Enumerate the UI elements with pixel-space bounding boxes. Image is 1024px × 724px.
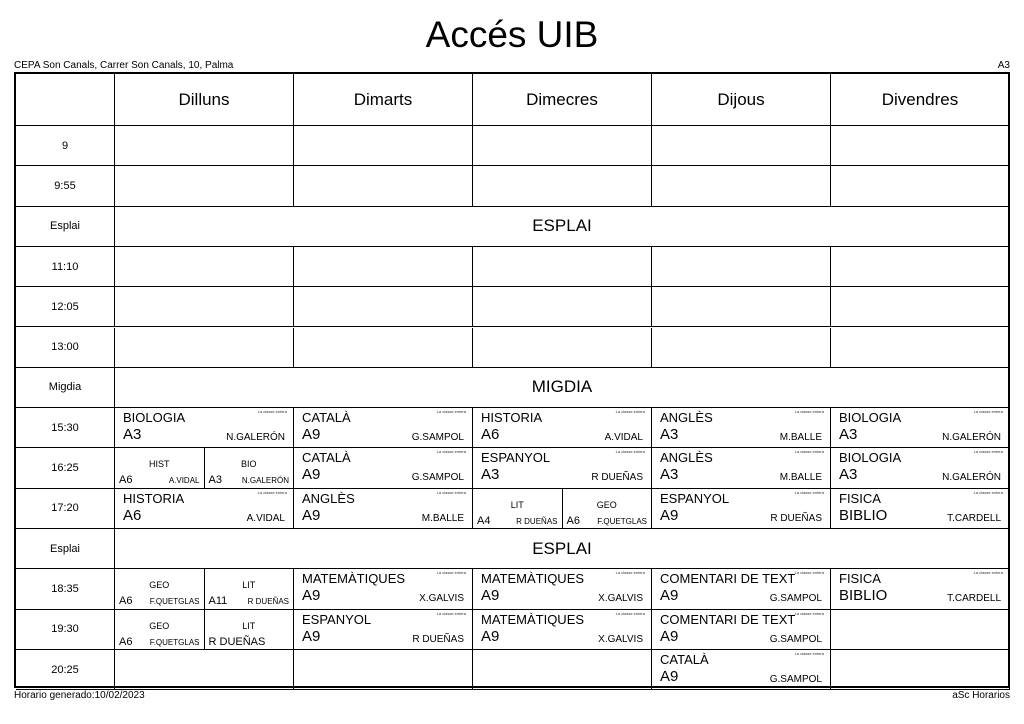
lesson-card[interactable] [294, 569, 473, 609]
whole-class-note: La classe entera [794, 570, 824, 576]
half-group-lesson[interactable] [115, 569, 205, 609]
lesson-room: A3 [123, 426, 142, 444]
lesson-room: BIBLIO [839, 506, 888, 524]
lesson-room: A11 [208, 595, 228, 608]
software-credit: aSc Horarios [952, 690, 1010, 701]
lesson-subject: ANGLÈS [660, 450, 713, 466]
lesson-subject: LIT [242, 620, 256, 631]
whole-class-note: La classe entera [257, 489, 287, 495]
lesson-teacher: F.QUETGLAS [149, 597, 200, 607]
lesson-teacher: A.VIDAL [604, 432, 643, 444]
time-slot-label: 11:10 [16, 247, 115, 287]
time-slot-label: 19:30 [16, 610, 115, 650]
lesson-room: A9 [302, 627, 321, 645]
whole-class-note: La classe entera [615, 570, 645, 576]
lesson-teacher: N.GALERÓN [942, 432, 1001, 444]
lesson-card[interactable] [831, 489, 1010, 529]
empty-slot[interactable] [652, 126, 831, 166]
lesson-room: A6 [119, 635, 133, 648]
half-group-lesson[interactable] [115, 610, 205, 650]
day-header: Divendres [831, 74, 1010, 126]
time-slot-label: 12:05 [16, 287, 115, 327]
empty-slot[interactable] [294, 247, 473, 287]
empty-slot[interactable] [115, 287, 294, 327]
half-group-lesson[interactable] [205, 569, 295, 609]
empty-slot[interactable] [652, 166, 831, 206]
whole-class-note: La classe entera [436, 610, 466, 616]
whole-class-note: La classe entera [794, 489, 824, 495]
lesson-room: R DUEÑAS [208, 635, 266, 648]
half-group-lesson[interactable] [205, 610, 295, 650]
lesson-teacher: G.SAMPOL [411, 472, 464, 484]
empty-slot[interactable] [473, 650, 652, 690]
lesson-card[interactable] [294, 408, 473, 448]
lesson-room: A9 [660, 667, 679, 685]
lesson-room: A3 [208, 474, 222, 487]
lesson-teacher: T.CARDELL [947, 512, 1001, 524]
lesson-subject: CATALÀ [302, 410, 351, 426]
generated-date: Horario generado:10/02/2023 [14, 690, 145, 701]
lesson-subject: ESPANYOL [481, 450, 551, 466]
empty-slot[interactable] [294, 166, 473, 206]
lesson-teacher: R DUEÑAS [412, 633, 464, 645]
lesson-teacher: R DUEÑAS [591, 472, 643, 484]
lesson-subject: ANGLÈS [302, 490, 355, 506]
whole-class-note: La classe entera [615, 409, 645, 415]
lesson-room: A9 [302, 426, 321, 444]
lesson-teacher: G.SAMPOL [769, 673, 822, 685]
lesson-subject: FISICA [839, 490, 881, 506]
whole-class-note: La classe entera [436, 409, 466, 415]
lesson-teacher: R DUEÑAS [516, 516, 558, 526]
lesson-card[interactable] [294, 448, 473, 488]
day-header: Dimecres [473, 74, 652, 126]
empty-slot[interactable] [294, 126, 473, 166]
empty-slot[interactable] [294, 328, 473, 368]
lesson-subject: BIOLOGIA [123, 410, 186, 426]
lesson-card[interactable] [652, 610, 831, 650]
time-slot-label: 16:25 [16, 448, 115, 488]
class-code: A3 [997, 60, 1010, 71]
empty-slot[interactable] [473, 328, 652, 368]
time-slot-label: 20:25 [16, 650, 115, 690]
lesson-subject: ESPANYOL [302, 611, 372, 627]
empty-slot[interactable] [831, 610, 1010, 650]
lesson-card[interactable] [294, 489, 473, 529]
timetable-title: Accés UIB [425, 14, 599, 55]
lesson-subject: LIT [242, 580, 256, 591]
lesson-card[interactable] [831, 448, 1010, 488]
lesson-teacher: T.CARDELL [947, 593, 1001, 605]
empty-slot[interactable] [473, 247, 652, 287]
lesson-teacher: N.GALERÓN [241, 476, 289, 486]
lesson-subject: BIOLOGIA [839, 410, 902, 426]
lesson-subject: MATEMÀTIQUES [481, 571, 585, 587]
day-header: Dimarts [294, 74, 473, 126]
lesson-room: A9 [660, 506, 679, 524]
lesson-subject: FISICA [839, 571, 881, 587]
lesson-card[interactable] [115, 408, 294, 448]
lesson-room: A6 [566, 514, 580, 527]
lesson-card[interactable] [473, 408, 652, 448]
lesson-card[interactable] [652, 489, 831, 529]
lesson-subject: ESPANYOL [660, 490, 730, 506]
lesson-room: A3 [839, 426, 858, 444]
timetable-grid [14, 72, 1010, 688]
lesson-teacher: M.BALLE [779, 472, 822, 484]
whole-class-note: La classe entera [794, 409, 824, 415]
whole-class-note: La classe entera [436, 449, 466, 455]
half-group-lesson[interactable] [205, 448, 295, 488]
lesson-teacher: M.BALLE [421, 512, 464, 524]
lesson-room: A6 [119, 474, 133, 487]
lesson-subject: LIT [510, 499, 524, 510]
whole-class-note: La classe entera [973, 570, 1003, 576]
lesson-subject: CATALÀ [660, 651, 709, 667]
lesson-teacher: N.GALERÓN [942, 472, 1001, 484]
lesson-room: A9 [660, 627, 679, 645]
empty-slot[interactable] [473, 166, 652, 206]
empty-slot[interactable] [115, 650, 294, 690]
lesson-subject: MATEMÀTIQUES [481, 611, 585, 627]
lesson-subject: HIST [148, 459, 170, 470]
whole-class-note: La classe entera [257, 409, 287, 415]
lesson-subject: GEO [596, 499, 617, 510]
lesson-subject: CATALÀ [302, 450, 351, 466]
whole-class-note: La classe entera [615, 610, 645, 616]
lesson-subject: BIOLOGIA [839, 450, 902, 466]
lesson-card[interactable] [831, 408, 1010, 448]
day-header: Dilluns [115, 74, 294, 126]
empty-slot[interactable] [473, 287, 652, 327]
lesson-card[interactable] [652, 650, 831, 690]
lesson-teacher: N.GALERÓN [226, 432, 285, 444]
lesson-room: A9 [302, 466, 321, 484]
lesson-room: A9 [481, 627, 500, 645]
lesson-card[interactable] [652, 408, 831, 448]
empty-slot[interactable] [831, 328, 1010, 368]
lesson-teacher: A.VIDAL [168, 476, 200, 486]
school-address: CEPA Son Canals, Carrer Son Canals, 10, Palma [14, 60, 234, 71]
lesson-card[interactable] [473, 610, 652, 650]
time-slot-label: Migdia [16, 368, 115, 408]
lesson-card[interactable] [473, 569, 652, 609]
whole-class-note: La classe entera [794, 650, 824, 656]
time-slot-label: Esplai [16, 529, 115, 569]
lesson-teacher: A.VIDAL [246, 512, 285, 524]
empty-slot[interactable] [831, 166, 1010, 206]
lesson-teacher: X.GALVIS [598, 633, 643, 645]
whole-class-note: La classe entera [973, 409, 1003, 415]
empty-slot[interactable] [294, 287, 473, 327]
break-banner: MIGDIA [115, 368, 1010, 408]
lesson-teacher: G.SAMPOL [411, 432, 464, 444]
lesson-subject: BIO [240, 459, 257, 470]
half-group-lesson[interactable] [473, 489, 563, 529]
time-slot-label: 9:55 [16, 166, 115, 206]
lesson-subject: GEO [149, 620, 170, 631]
whole-class-note: La classe entera [615, 449, 645, 455]
empty-slot[interactable] [115, 166, 294, 206]
lesson-card[interactable] [652, 448, 831, 488]
lesson-card[interactable] [652, 569, 831, 609]
whole-class-note: La classe entera [973, 449, 1003, 455]
lesson-teacher: R DUEÑAS [770, 512, 822, 524]
lesson-room: A9 [302, 506, 321, 524]
empty-slot[interactable] [652, 247, 831, 287]
whole-class-note: La classe entera [436, 489, 466, 495]
lesson-subject: HISTORIA [123, 490, 185, 506]
lesson-room: A3 [481, 466, 500, 484]
lesson-card[interactable] [831, 569, 1010, 609]
empty-slot[interactable] [115, 328, 294, 368]
lesson-room: A9 [660, 587, 679, 605]
lesson-card[interactable] [473, 448, 652, 488]
lesson-teacher: R DUEÑAS [247, 597, 289, 607]
empty-slot[interactable] [831, 650, 1010, 690]
lesson-teacher: X.GALVIS [598, 593, 643, 605]
lesson-room: A6 [123, 506, 142, 524]
time-slot-label: 13:00 [16, 328, 115, 368]
lesson-teacher: F.QUETGLAS [149, 637, 200, 647]
whole-class-note: La classe entera [973, 489, 1003, 495]
time-slot-label: 15:30 [16, 408, 115, 448]
empty-slot[interactable] [115, 126, 294, 166]
lesson-room: A6 [119, 595, 133, 608]
lesson-teacher: X.GALVIS [419, 593, 464, 605]
whole-class-note: La classe entera [794, 449, 824, 455]
lesson-card[interactable] [294, 610, 473, 650]
lesson-subject: COMENTARI DE TEXT [660, 571, 796, 587]
whole-class-note: La classe entera [794, 610, 824, 616]
lesson-teacher: G.SAMPOL [769, 633, 822, 645]
half-group-lesson[interactable] [563, 489, 653, 529]
lesson-room: A9 [302, 587, 321, 605]
lesson-subject: MATEMÀTIQUES [302, 571, 406, 587]
lesson-room: BIBLIO [839, 587, 888, 605]
lesson-card[interactable] [115, 489, 294, 529]
lesson-subject: HISTORIA [481, 410, 543, 426]
half-group-lesson[interactable] [115, 448, 205, 488]
empty-slot[interactable] [831, 247, 1010, 287]
lesson-room: A6 [481, 426, 500, 444]
lesson-teacher: F.QUETGLAS [597, 516, 647, 526]
break-banner: ESPLAI [115, 529, 1010, 569]
lesson-room: A9 [481, 587, 500, 605]
empty-slot[interactable] [652, 328, 831, 368]
lesson-teacher: M.BALLE [779, 432, 822, 444]
lesson-room: A3 [660, 466, 679, 484]
break-banner: ESPLAI [115, 207, 1010, 247]
empty-slot[interactable] [831, 287, 1010, 327]
time-slot-label: 9 [16, 126, 115, 166]
empty-slot[interactable] [473, 126, 652, 166]
time-slot-label: 18:35 [16, 569, 115, 609]
lesson-room: A4 [477, 514, 491, 527]
whole-class-note: La classe entera [436, 570, 466, 576]
empty-slot[interactable] [652, 287, 831, 327]
empty-slot[interactable] [294, 650, 473, 690]
lesson-room: A3 [839, 466, 858, 484]
day-header: Dijous [652, 74, 831, 126]
corner-cell [16, 74, 115, 126]
time-slot-label: Esplai [16, 207, 115, 247]
lesson-room: A3 [660, 426, 679, 444]
lesson-teacher: G.SAMPOL [769, 593, 822, 605]
time-slot-label: 17:20 [16, 489, 115, 529]
empty-slot[interactable] [831, 126, 1010, 166]
lesson-subject: GEO [149, 580, 170, 591]
lesson-subject: ANGLÈS [660, 410, 713, 426]
lesson-subject: COMENTARI DE TEXT [660, 611, 796, 627]
empty-slot[interactable] [115, 247, 294, 287]
